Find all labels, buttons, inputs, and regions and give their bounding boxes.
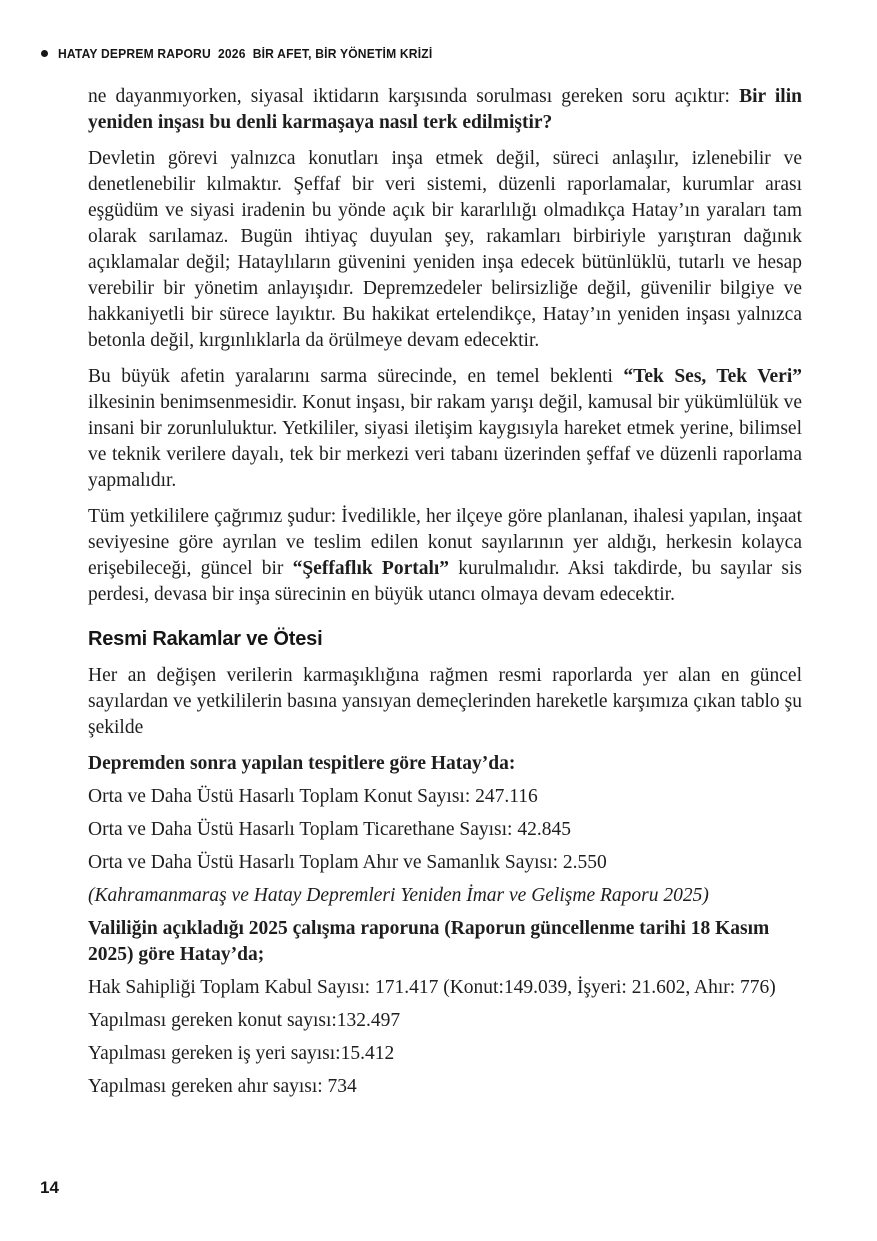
stat-workplaces-needed: Yapılması gereken iş yeri sayısı:15.412 <box>88 1043 395 1064</box>
section-heading: Resmi Rakamlar ve Ötesi <box>88 628 323 650</box>
paragraph-2: Devletin görevi yalnızca konutları inşa etmek değil, süreci anlaşılır, izlenebilir ve denetlenebilir kılmaktır. Şeffaf bir veri sistemi, düzenli raporlamalar, kurumlar arası eşgüdüm ve siyasi iradenin bu yönde açık bir kararlılığı olmadıkça Hatay’ın yaraları tam olarak sarılamaz. Bugün ihtiyaç duyulan şey, rakamları birbiriyle yarıştıran dağınık açıklamalar değil; Hataylıların güvenini yeniden inşa edecek bütünlüklü, tutarlı ve hesap verebilir bir yönetim anlayışıdır. Depremzedeler belirsizliğe değil, güvenilir bilgiye ve hakkaniyetli bir sürece layıktır. Bu hakikat ertelendikçe, Hatay’ın yeniden inşası yalnızca betonla değil, kırgınlıklarla da örülmeye devam edecektir. <box>88 148 802 351</box>
paragraph-4-bold-phrase: “Şeffaflık Portalı” <box>292 558 450 579</box>
paragraph-1 <box>88 84 802 136</box>
stat-damaged-housing: Orta ve Daha Üstü Hasarlı Toplam Konut Sayısı: 247.116 <box>88 786 538 807</box>
page-body <box>88 84 802 1107</box>
stat-housing-needed: Yapılması gereken konut sayısı:132.497 <box>88 1010 401 1031</box>
paragraph-5: Her an değişen verilerin karmaşıklığına rağmen resmi raporlarda yer alan en güncel sayılardan ve yetkililerin basına yansıyan demeçlerinden hareketle karşımıza çıkan tablo şu şekilde <box>88 665 802 738</box>
paragraph-3-text-post: ilkesinin benimsenmesidir. Konut inşası, bir rakam yarışı değil, kamusal bir yükümlülük ve insani bir zorunluluktur. Yetkililer, siyasi iletişim kaygısıyla hareket etmek yerine, bilimsel ve teknik verilere dayalı, tek bir merkezi veri tabanı üzerinden şeffaf ve düzenli raporlama yapmalıdır. <box>88 392 802 491</box>
source-note: (Kahramanmaraş ve Hatay Depremleri Yeniden İmar ve Gelişme Raporu 2025) <box>88 885 709 906</box>
list2-heading: Valiliğin açıkladığı 2025 çalışma raporuna (Raporun güncellenme tarihi 18 Kasım 2025) göre Hatay’da; <box>88 918 770 965</box>
stat-damaged-businesses: Orta ve Daha Üstü Hasarlı Toplam Ticarethane Sayısı: 42.845 <box>88 819 571 840</box>
list1-heading: Depremden sonra yapılan tespitlere göre Hatay’da: <box>88 753 516 774</box>
paragraph-3-bold-phrase: “Tek Ses, Tek Veri” <box>623 366 802 387</box>
page-number: 14 <box>40 1178 59 1197</box>
stat-damaged-barns: Orta ve Daha Üstü Hasarlı Toplam Ahır ve Samanlık Sayısı: 2.550 <box>88 852 607 873</box>
paragraph-4 <box>88 504 802 608</box>
running-header <box>41 46 461 61</box>
paragraph-1-bold-question: Bir ilin yeniden inşası bu denli karmaşaya nasıl terk edilmiştir? <box>88 86 802 133</box>
stat-barns-needed: Yapılması gereken ahır sayısı: 734 <box>88 1076 357 1097</box>
stat-rights-accepted: Hak Sahipliği Toplam Kabul Sayısı: 171.417 (Konut:149.039, İşyeri: 21.602, Ahır: 776) <box>88 977 776 998</box>
paragraph-4-text-post: kurulmalıdır. Aksi takdirde, bu sayılar sis perdesi, devasa bir inşa sürecinin en büyük utancı olmaya devam edecektir. <box>88 558 802 605</box>
paragraph-3 <box>88 364 802 494</box>
bullet-icon <box>41 50 48 57</box>
paragraph-4-text-pre: Tüm yetkililere çağrımız şudur: İvedilikle, her ilçeye göre planlanan, ihalesi yapılan, inşaat seviyesine göre ayrılan ve teslim edilen konut sayılarının yer aldığı, herkesin kolayca erişebileceği, güncel bir <box>88 506 802 579</box>
running-header-title: HATAY DEPREM RAPORU 2026 BİR AFET, BİR YÖNETİM KRİZİ <box>58 46 433 61</box>
paragraph-3-text-pre: Bu büyük afetin yaralarını sarma sürecinde, en temel beklenti <box>88 366 624 387</box>
paragraph-1-text: ne dayanmıyorken, siyasal iktidarın karşısında sorulması gereken soru açıktır: <box>88 86 740 107</box>
